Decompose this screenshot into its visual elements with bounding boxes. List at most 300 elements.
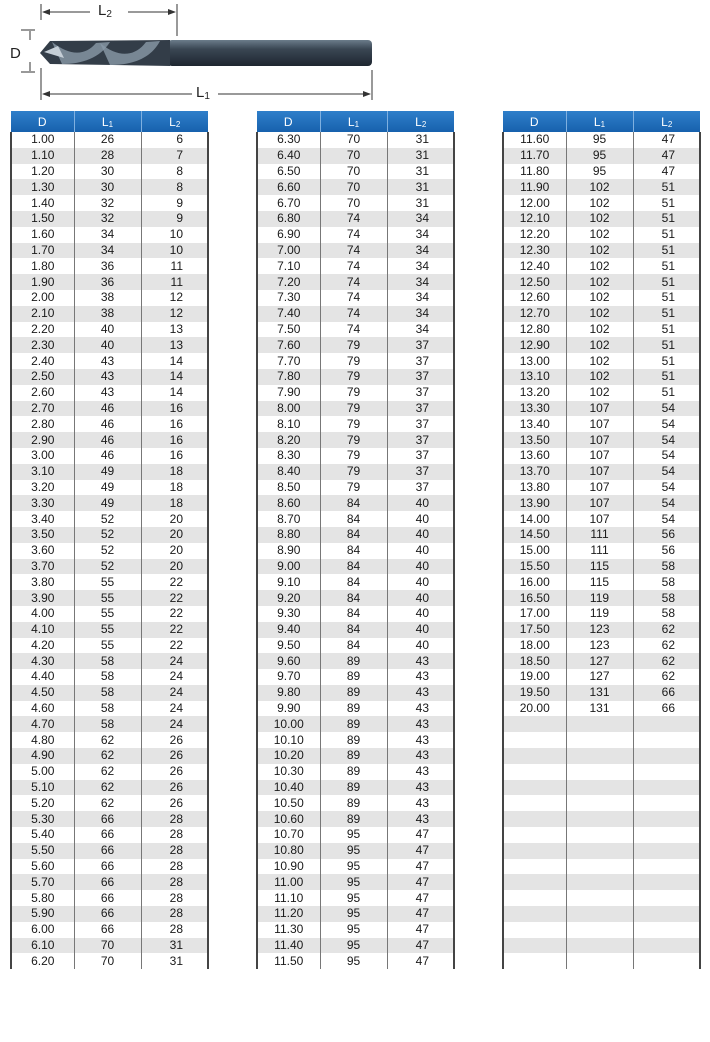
- l2-cell: 28: [141, 859, 208, 875]
- l1-cell: 28: [74, 148, 141, 164]
- table-row: [257, 638, 454, 654]
- table-row: [257, 164, 454, 180]
- table-row: [503, 890, 700, 906]
- l2-cell: 22: [141, 574, 208, 590]
- l2-cell: 51: [633, 243, 700, 259]
- table-row: [257, 495, 454, 511]
- table-header-row: [11, 111, 208, 132]
- l2-cell: 47: [633, 164, 700, 180]
- l2-cell: 37: [387, 369, 454, 385]
- l1-cell: 52: [74, 511, 141, 527]
- table-row: [11, 132, 208, 148]
- l2-cell: 20: [141, 527, 208, 543]
- l1-cell: 52: [74, 559, 141, 575]
- l2-cell: 24: [141, 701, 208, 717]
- l2-cell: 51: [633, 274, 700, 290]
- l1-cell: 36: [74, 274, 141, 290]
- l2-cell: 51: [633, 211, 700, 227]
- d-cell: 5.20: [11, 795, 74, 811]
- d-cell: 6.30: [257, 132, 320, 148]
- l1-cell: 84: [320, 574, 387, 590]
- d-cell: 7.00: [257, 243, 320, 259]
- d-cell: 11.80: [503, 164, 566, 180]
- l2-cell: [633, 859, 700, 875]
- l2-cell: 37: [387, 480, 454, 496]
- table-row: [503, 243, 700, 259]
- l1-cell: 131: [566, 685, 633, 701]
- d-cell: [503, 795, 566, 811]
- l1-cell: 46: [74, 432, 141, 448]
- table-row: [503, 574, 700, 590]
- d-cell: 13.70: [503, 464, 566, 480]
- table-row: [503, 780, 700, 796]
- l2-cell: 20: [141, 543, 208, 559]
- d-cell: 9.70: [257, 669, 320, 685]
- l1-cell: 74: [320, 243, 387, 259]
- table-row: [503, 795, 700, 811]
- table-row: [503, 511, 700, 527]
- l1-cell: 79: [320, 401, 387, 417]
- table-row: [11, 258, 208, 274]
- d-cell: 11.20: [257, 906, 320, 922]
- l1-cell: 70: [74, 938, 141, 954]
- table-row: [11, 511, 208, 527]
- l1-cell: 43: [74, 369, 141, 385]
- l1-cell: 89: [320, 685, 387, 701]
- table-row: [11, 385, 208, 401]
- d-cell: 9.30: [257, 606, 320, 622]
- l1-cell: 36: [74, 258, 141, 274]
- l2-cell: 40: [387, 622, 454, 638]
- table-row: [11, 243, 208, 259]
- d-cell: 6.90: [257, 227, 320, 243]
- l1-cell: 70: [320, 164, 387, 180]
- table-row: [257, 353, 454, 369]
- l2-cell: 34: [387, 306, 454, 322]
- d-cell: 12.20: [503, 227, 566, 243]
- l1-cell: 102: [566, 243, 633, 259]
- l1-cell: 79: [320, 416, 387, 432]
- l1-cell: 66: [74, 843, 141, 859]
- l1-cell: 46: [74, 416, 141, 432]
- l1-cell: 95: [320, 827, 387, 843]
- d-cell: 9.40: [257, 622, 320, 638]
- l2-cell: 31: [387, 148, 454, 164]
- l2-cell: 12: [141, 290, 208, 306]
- l2-cell: 37: [387, 337, 454, 353]
- d-label: D: [10, 45, 21, 62]
- l1-cell: 58: [74, 701, 141, 717]
- l2-cell: 14: [141, 369, 208, 385]
- table-row: [503, 432, 700, 448]
- l2-cell: 24: [141, 716, 208, 732]
- l1-cell: 115: [566, 559, 633, 575]
- d-cell: 4.80: [11, 732, 74, 748]
- d-cell: [503, 764, 566, 780]
- header-l2: $L_2$: [141, 111, 208, 132]
- table-row: [11, 574, 208, 590]
- table-row: [257, 195, 454, 211]
- l2-cell: 16: [141, 448, 208, 464]
- l2-cell: 14: [141, 385, 208, 401]
- l1-cell: 58: [74, 653, 141, 669]
- d-cell: 7.60: [257, 337, 320, 353]
- l1-cell: 84: [320, 559, 387, 575]
- table-row: [257, 132, 454, 148]
- l2-cell: 9: [141, 211, 208, 227]
- d-cell: 11.50: [257, 953, 320, 969]
- l2-cell: 66: [633, 685, 700, 701]
- table-row: [503, 337, 700, 353]
- table-row: [503, 527, 700, 543]
- d-cell: 6.70: [257, 195, 320, 211]
- table-row: [11, 148, 208, 164]
- table-row: [257, 543, 454, 559]
- d-cell: 5.60: [11, 859, 74, 875]
- l2-cell: 43: [387, 748, 454, 764]
- d-cell: 14.00: [503, 511, 566, 527]
- l1-cell: 66: [74, 811, 141, 827]
- l2-cell: 18: [141, 480, 208, 496]
- table-row: [503, 543, 700, 559]
- l1-cell: [566, 859, 633, 875]
- table-row: [503, 495, 700, 511]
- table-row: [11, 369, 208, 385]
- l2-cell: 40: [387, 527, 454, 543]
- table-row: [11, 653, 208, 669]
- l2-cell: 47: [633, 148, 700, 164]
- l1-label: $L_1$: [196, 84, 210, 102]
- l2-cell: [633, 780, 700, 796]
- d-cell: 2.90: [11, 432, 74, 448]
- table-row: [257, 574, 454, 590]
- d-cell: 12.50: [503, 274, 566, 290]
- table-row: [503, 480, 700, 496]
- table-row: [503, 906, 700, 922]
- l1-cell: [566, 938, 633, 954]
- l1-cell: 66: [74, 874, 141, 890]
- l1-cell: 49: [74, 495, 141, 511]
- d-cell: 10.10: [257, 732, 320, 748]
- l1-cell: 66: [74, 890, 141, 906]
- l2-cell: 34: [387, 243, 454, 259]
- d-cell: 15.00: [503, 543, 566, 559]
- table-row: [503, 701, 700, 717]
- l1-cell: 95: [566, 148, 633, 164]
- table-row: [257, 859, 454, 875]
- table-row: [257, 559, 454, 575]
- l1-cell: 89: [320, 701, 387, 717]
- l2-cell: 18: [141, 464, 208, 480]
- l2-cell: 16: [141, 432, 208, 448]
- d-cell: 14.50: [503, 527, 566, 543]
- table-row: [503, 322, 700, 338]
- table-row: [503, 559, 700, 575]
- table-row: [257, 827, 454, 843]
- d-cell: 2.00: [11, 290, 74, 306]
- l2-cell: 9: [141, 195, 208, 211]
- l2-cell: 47: [387, 859, 454, 875]
- table-row: [11, 559, 208, 575]
- d-cell: 2.60: [11, 385, 74, 401]
- l1-cell: 32: [74, 211, 141, 227]
- table-row: [503, 227, 700, 243]
- l2-cell: 28: [141, 906, 208, 922]
- d-cell: 3.50: [11, 527, 74, 543]
- l1-cell: 79: [320, 432, 387, 448]
- l2-cell: 62: [633, 638, 700, 654]
- d-cell: 5.70: [11, 874, 74, 890]
- d-cell: 13.20: [503, 385, 566, 401]
- l1-cell: [566, 827, 633, 843]
- table-row: [503, 401, 700, 417]
- table-row: [257, 953, 454, 969]
- table-row: [11, 464, 208, 480]
- l1-cell: 89: [320, 716, 387, 732]
- l1-cell: 49: [74, 464, 141, 480]
- l2-cell: 43: [387, 811, 454, 827]
- l2-cell: 40: [387, 495, 454, 511]
- l1-cell: 55: [74, 606, 141, 622]
- l1-cell: 89: [320, 669, 387, 685]
- l1-cell: 79: [320, 337, 387, 353]
- l1-cell: 84: [320, 590, 387, 606]
- d-cell: 2.20: [11, 322, 74, 338]
- d-cell: 3.30: [11, 495, 74, 511]
- table-row: [257, 480, 454, 496]
- d-cell: 2.30: [11, 337, 74, 353]
- d-cell: 9.60: [257, 653, 320, 669]
- table-row: [503, 464, 700, 480]
- l2-cell: 40: [387, 574, 454, 590]
- table-row: [11, 732, 208, 748]
- l2-cell: 13: [141, 337, 208, 353]
- table-row: [11, 716, 208, 732]
- d-cell: 13.40: [503, 416, 566, 432]
- l1-cell: 107: [566, 495, 633, 511]
- l2-cell: 34: [387, 211, 454, 227]
- table-row: [257, 669, 454, 685]
- d-cell: [503, 827, 566, 843]
- table-row: [257, 385, 454, 401]
- l2-cell: 31: [141, 953, 208, 969]
- d-cell: 4.90: [11, 748, 74, 764]
- table-row: [11, 922, 208, 938]
- l1-cell: 70: [320, 148, 387, 164]
- d-cell: 10.00: [257, 716, 320, 732]
- d-cell: 8.30: [257, 448, 320, 464]
- l1-cell: 79: [320, 480, 387, 496]
- table-row: [257, 811, 454, 827]
- table-row: [11, 780, 208, 796]
- l2-cell: 8: [141, 179, 208, 195]
- l2-cell: 28: [141, 922, 208, 938]
- l2-cell: 62: [633, 653, 700, 669]
- l1-cell: 43: [74, 385, 141, 401]
- l2-cell: 51: [633, 385, 700, 401]
- l1-cell: 119: [566, 606, 633, 622]
- table-row: [503, 653, 700, 669]
- d-cell: 10.20: [257, 748, 320, 764]
- header-d: D: [257, 111, 320, 132]
- d-cell: [503, 843, 566, 859]
- l2-cell: 47: [633, 132, 700, 148]
- table-row: [257, 448, 454, 464]
- table-row: [503, 416, 700, 432]
- l2-cell: [633, 938, 700, 954]
- table-row: [11, 401, 208, 417]
- d-cell: 13.60: [503, 448, 566, 464]
- l1-cell: 62: [74, 732, 141, 748]
- l1-cell: 107: [566, 464, 633, 480]
- table-row: [11, 795, 208, 811]
- l2-cell: 26: [141, 795, 208, 811]
- l2-cell: 58: [633, 559, 700, 575]
- l1-cell: 58: [74, 669, 141, 685]
- l2-cell: 22: [141, 606, 208, 622]
- table-row: [257, 701, 454, 717]
- l2-cell: 31: [387, 179, 454, 195]
- l2-cell: 51: [633, 179, 700, 195]
- l2-cell: 26: [141, 780, 208, 796]
- l2-cell: 20: [141, 511, 208, 527]
- table-row: [257, 511, 454, 527]
- l2-cell: [633, 827, 700, 843]
- l1-cell: 102: [566, 353, 633, 369]
- l2-cell: 51: [633, 337, 700, 353]
- l2-cell: 20: [141, 559, 208, 575]
- l2-cell: 56: [633, 527, 700, 543]
- table-row: [11, 416, 208, 432]
- table-row: [503, 827, 700, 843]
- table-row: [257, 243, 454, 259]
- table-row: [503, 669, 700, 685]
- l1-cell: 107: [566, 401, 633, 417]
- table-row: [257, 922, 454, 938]
- d-cell: [503, 748, 566, 764]
- table-row: [11, 353, 208, 369]
- l2-cell: 34: [387, 227, 454, 243]
- l2-cell: 40: [387, 606, 454, 622]
- table-row: [11, 701, 208, 717]
- d-cell: 3.90: [11, 590, 74, 606]
- table-row: [503, 258, 700, 274]
- l1-cell: 123: [566, 622, 633, 638]
- l2-cell: 28: [141, 890, 208, 906]
- table-row: [257, 401, 454, 417]
- l1-cell: 84: [320, 495, 387, 511]
- l1-cell: 55: [74, 638, 141, 654]
- d-cell: 13.10: [503, 369, 566, 385]
- l2-cell: 51: [633, 195, 700, 211]
- d-cell: 6.60: [257, 179, 320, 195]
- table-row: [11, 685, 208, 701]
- l2-cell: 54: [633, 416, 700, 432]
- l1-cell: 95: [320, 938, 387, 954]
- d-cell: 1.70: [11, 243, 74, 259]
- table-row: [11, 448, 208, 464]
- table-row: [11, 527, 208, 543]
- l2-cell: [633, 716, 700, 732]
- l1-cell: 74: [320, 322, 387, 338]
- table-row: [503, 306, 700, 322]
- d-cell: 12.60: [503, 290, 566, 306]
- table-row: [11, 306, 208, 322]
- l2-cell: 58: [633, 590, 700, 606]
- table-row: [11, 638, 208, 654]
- d-cell: 3.80: [11, 574, 74, 590]
- d-cell: 16.50: [503, 590, 566, 606]
- l1-cell: [566, 890, 633, 906]
- table-row: [257, 732, 454, 748]
- l2-cell: [633, 922, 700, 938]
- l1-cell: 46: [74, 448, 141, 464]
- table-row: [503, 859, 700, 875]
- l1-cell: 62: [74, 795, 141, 811]
- d-cell: 12.70: [503, 306, 566, 322]
- table-row: [257, 653, 454, 669]
- table-row: [257, 622, 454, 638]
- l2-cell: 37: [387, 353, 454, 369]
- d-cell: 13.90: [503, 495, 566, 511]
- l2-cell: 37: [387, 416, 454, 432]
- l1-cell: 131: [566, 701, 633, 717]
- l1-cell: 84: [320, 606, 387, 622]
- l2-cell: 54: [633, 464, 700, 480]
- d-cell: [503, 890, 566, 906]
- l2-cell: 51: [633, 353, 700, 369]
- l2-cell: 47: [387, 906, 454, 922]
- l2-cell: 43: [387, 780, 454, 796]
- l1-cell: 89: [320, 653, 387, 669]
- table-row: [503, 638, 700, 654]
- d-cell: 5.80: [11, 890, 74, 906]
- l1-cell: [566, 811, 633, 827]
- table-row: [11, 811, 208, 827]
- d-cell: 7.80: [257, 369, 320, 385]
- d-cell: 7.10: [257, 258, 320, 274]
- size-table-1: [10, 111, 209, 969]
- l1-cell: 107: [566, 511, 633, 527]
- table-row: [257, 211, 454, 227]
- l1-cell: [566, 953, 633, 969]
- l1-cell: 102: [566, 306, 633, 322]
- table-row: [503, 732, 700, 748]
- l1-cell: 74: [320, 306, 387, 322]
- l1-cell: 127: [566, 653, 633, 669]
- table-row: [11, 274, 208, 290]
- d-cell: 5.90: [11, 906, 74, 922]
- l1-cell: 70: [320, 195, 387, 211]
- l1-cell: 95: [320, 859, 387, 875]
- table-row: [257, 685, 454, 701]
- l1-cell: 74: [320, 211, 387, 227]
- table-row: [11, 322, 208, 338]
- l1-cell: 52: [74, 543, 141, 559]
- d-cell: 13.30: [503, 401, 566, 417]
- l2-cell: 6: [141, 132, 208, 148]
- d-cell: 4.70: [11, 716, 74, 732]
- l1-cell: [566, 922, 633, 938]
- table-row: [11, 669, 208, 685]
- l2-cell: [633, 764, 700, 780]
- l2-cell: 43: [387, 732, 454, 748]
- d-cell: 11.40: [257, 938, 320, 954]
- l2-cell: 62: [633, 622, 700, 638]
- l2-cell: 51: [633, 258, 700, 274]
- d-cell: [503, 716, 566, 732]
- l2-cell: 40: [387, 559, 454, 575]
